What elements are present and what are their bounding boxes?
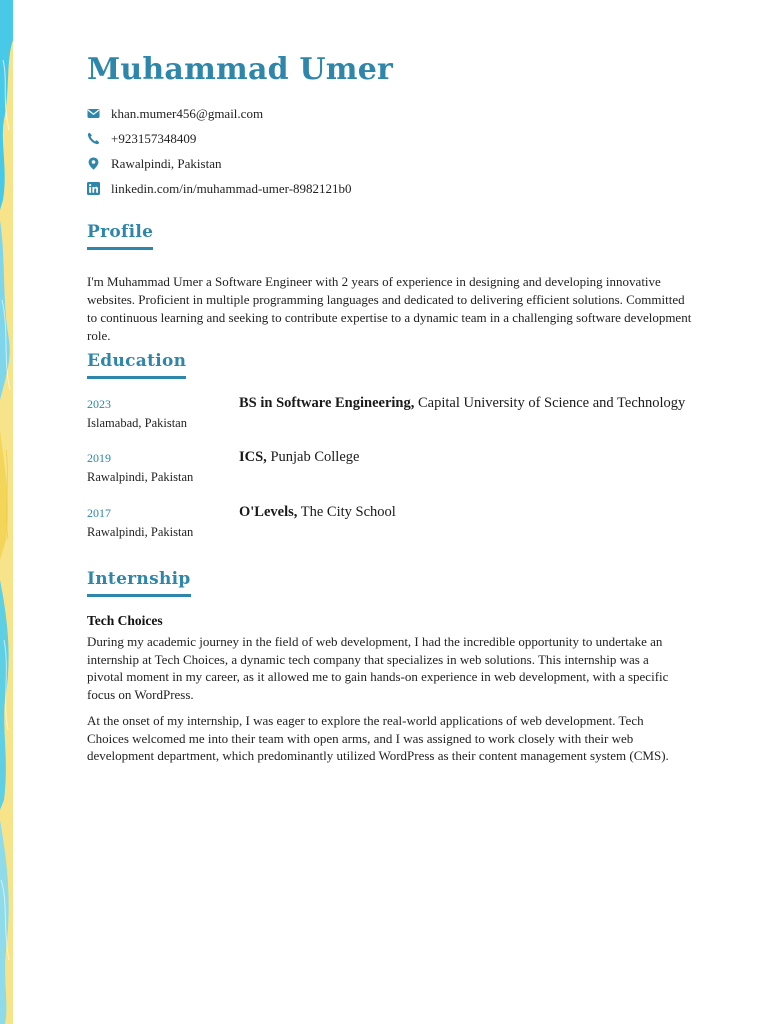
- linkedin-icon: [87, 182, 100, 195]
- contact-email[interactable]: [87, 101, 352, 126]
- education-degree-line: [239, 395, 685, 412]
- education-degree: ICS,: [239, 449, 267, 465]
- decorative-side-strip: [0, 0, 13, 1024]
- profile-summary: I'm Muhammad Umer a Software Engineer with 2 years of experience in designing and developing innovative websites. Proficient in multiple programming languages and dedicated to delivering efficient solutions. Committed to continuous learning and seeking to contribute expertise to a dynamic team in a challenging software development role.: [87, 274, 692, 343]
- contact-linkedin[interactable]: [87, 176, 352, 201]
- education-degree-line: [239, 504, 396, 521]
- contact-email-text: khan.mumer456@gmail.com: [111, 105, 264, 121]
- envelope-icon: [87, 107, 100, 120]
- education-year: 2023: [87, 397, 111, 411]
- internship-paragraph: During my academic journey in the field of web development, I had the incredible opportunity to undertake an internship at Tech Choices, a dynamic tech company that specializes in web solutions. This internship was a pivotal moment in my career, as it allowed me to gain hands-on experience in web development, with a specific focus on WordPress.: [87, 634, 669, 702]
- contact-location: [87, 151, 352, 176]
- contact-phone[interactable]: [87, 126, 352, 151]
- education-year: 2019: [87, 451, 111, 465]
- education-institution: Capital University of Science and Technology: [414, 395, 686, 411]
- internship-heading: Internship: [87, 569, 191, 597]
- education-heading: Education: [87, 351, 186, 379]
- education-location: Rawalpindi, Pakistan: [87, 525, 194, 539]
- education-institution: Punjab College: [266, 449, 360, 465]
- internship-company: Tech Choices: [87, 613, 163, 628]
- candidate-name: Muhammad Umer: [87, 52, 394, 87]
- profile-heading: Profile: [87, 222, 153, 250]
- education-year: 2017: [87, 506, 111, 520]
- internship-paragraph: At the onset of my internship, I was eager to explore the real-world applications of web development. Tech Choices welcomed me into their team with open arms, and I was assigned to work closely with their web development department, which predominantly utilized WordPress as their content management system (CMS).: [87, 713, 669, 763]
- education-institution: The City School: [297, 504, 396, 520]
- education-degree: O'Levels,: [239, 504, 298, 520]
- education-location: Islamabad, Pakistan: [87, 416, 187, 430]
- contact-location-text: Rawalpindi, Pakistan: [111, 155, 222, 171]
- location-pin-icon: [87, 157, 100, 170]
- education-location: Rawalpindi, Pakistan: [87, 470, 194, 484]
- contact-list: [87, 101, 352, 201]
- phone-icon: [87, 132, 100, 145]
- contact-phone-text: +923157348409: [111, 130, 197, 146]
- education-degree-line: [239, 449, 359, 466]
- contact-linkedin-text: linkedin.com/in/muhammad-umer-8982121b0: [111, 180, 352, 196]
- education-degree: BS in Software Engineering,: [239, 395, 415, 411]
